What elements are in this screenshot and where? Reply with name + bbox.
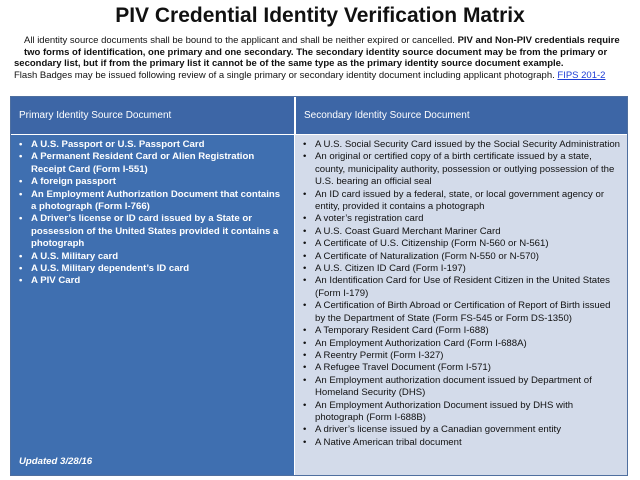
list-item: • A Certification of Birth Abroad or Certification of Report of Birth issued by the Department of State (Form FS-545 or Form DS-1350): [303, 300, 621, 325]
intro-line-3: [14, 58, 630, 70]
primary-column-header: Primary Identity Source Document: [11, 97, 294, 135]
list-item: • A Certificate of U.S. Citizenship (Form N-560 or N-561): [303, 238, 621, 250]
list-item: • An Employment Authorization Document issued by DHS with photograph (Form I-688B): [303, 400, 621, 425]
verification-matrix: [10, 96, 628, 476]
intro-line-4: [14, 70, 630, 82]
list-item: • A U.S. Coast Guard Merchant Mariner Card: [303, 226, 621, 238]
intro-line-1-text: All identity source documents shall be bound to the applicant and shall be neither expired or cancelled.: [24, 35, 458, 46]
list-item: • An Identification Card for Use of Resident Citizen in the United States (Form I-179): [303, 275, 621, 300]
list-item: • A Temporary Resident Card (Form I-688): [303, 325, 621, 337]
intro-text: [14, 35, 630, 81]
list-item: • An ID card issued by a federal, state, or local government agency or entity, provided it contains a photograph: [303, 189, 621, 214]
intro-line-2-bold: two forms of identification, one primary and one secondary. The secondary identity source document may be from the primary or: [24, 46, 608, 58]
secondary-column-header: Secondary Identity Source Document: [295, 97, 627, 135]
list-item: • A driver’s license issued by a Canadian government entity: [303, 424, 621, 436]
list-item: • A Native American tribal document: [303, 437, 621, 449]
secondary-column: [295, 97, 627, 475]
list-item: • A Driver’s license or ID card issued by a State or possession of the United States provided it contains a photograph: [19, 213, 288, 250]
list-item: • A U.S. Passport or U.S. Passport Card: [19, 139, 288, 151]
intro-line-4-text: Flash Badges may be issued following review of a single primary or secondary identity document including applicant photograph.: [14, 69, 558, 81]
list-item: • A U.S. Military dependent’s ID card: [19, 263, 288, 275]
primary-column: [11, 97, 295, 475]
page-title: PIV Credential Identity Verification Matrix: [115, 4, 525, 27]
list-item: • A PIV Card: [19, 275, 288, 287]
list-item: • A voter’s registration card: [303, 213, 621, 225]
list-item: • A U.S. Citizen ID Card (Form I-197): [303, 263, 621, 275]
secondary-document-list: [295, 135, 627, 449]
list-item: • An Employment authorization document issued by Department of Homeland Security (DHS): [303, 375, 621, 400]
intro-line-2: [14, 47, 630, 59]
list-item: • A Refugee Travel Document (Form I-571): [303, 362, 621, 374]
fips-link[interactable]: FIPS 201-2: [557, 69, 606, 81]
list-item: • An Employment Authorization Document that contains a photograph (Form I-766): [19, 189, 288, 214]
list-item: • A U.S. Military card: [19, 251, 288, 263]
intro-line-1: [14, 35, 630, 47]
list-item: • A Permanent Resident Card or Alien Registration Receipt Card (Form I-551): [19, 151, 288, 176]
intro-line-1-bold: PIV and Non-PIV credentials require: [457, 35, 620, 46]
intro-line-3-bold: secondary list, but if from the primary list it cannot be of the same type as the primary identity source document example.: [14, 58, 564, 70]
list-item: • An Employment Authorization Card (Form I-688A): [303, 338, 621, 350]
list-item: • A Reentry Permit (Form I-327): [303, 350, 621, 362]
updated-date: Updated 3/28/16: [19, 456, 93, 467]
list-item: • A Certificate of Naturalization (Form N-550 or N-570): [303, 251, 621, 263]
list-item: • An original or certified copy of a birth certificate issued by a state, county, municipality authority, possession or outlying possession of the U.S. bearing an official seal: [303, 151, 621, 188]
primary-document-list: [11, 135, 294, 288]
list-item: • A foreign passport: [19, 176, 288, 188]
list-item: • A U.S. Social Security Card issued by the Social Security Administration: [303, 139, 621, 151]
